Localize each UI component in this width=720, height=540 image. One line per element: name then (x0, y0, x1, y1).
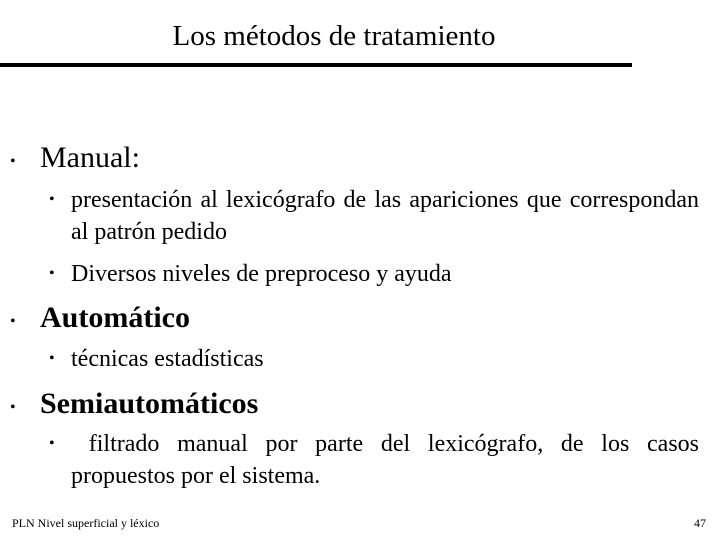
sub-bullet: • (49, 435, 55, 452)
heading-colon: : (131, 141, 140, 174)
bullet: • (10, 313, 16, 330)
bullet: • (10, 399, 16, 416)
section-automatico (0, 298, 720, 338)
section-semiautomaticos (0, 384, 720, 424)
subitem-text: técnicas estadísticas (71, 346, 264, 372)
subitem-text: presentación al lexicógrafo de las apariciones que correspondan al patrón pedido (71, 187, 699, 245)
subitem-manual-1 (0, 184, 720, 248)
subitem-automatico-1 (0, 343, 720, 375)
title-underline (0, 63, 632, 67)
subitem-text: Diversos niveles de preproceso y ayuda (71, 261, 452, 287)
subitem-manual-2 (0, 258, 720, 290)
section-manual (0, 138, 720, 178)
section-heading-automatico: Automático (40, 301, 190, 334)
bullet: • (10, 153, 16, 170)
footer-page-number: 47 (694, 516, 706, 530)
sub-bullet: • (49, 350, 55, 367)
heading-text: Manual (40, 141, 132, 174)
section-heading-manual (40, 138, 140, 178)
sub-bullet: • (49, 265, 55, 282)
slide-title: Los métodos de tratamiento (172, 20, 496, 52)
footer-course-label: PLN Nivel superficial y léxico (12, 516, 160, 530)
section-heading-semiautomaticos: Semiautomáticos (40, 387, 259, 420)
subitem-text: filtrado manual por parte del lexicógrafo, de los casos propuestos por el sistema. (71, 431, 706, 489)
subitem-semiautomaticos-1 (0, 428, 720, 492)
sub-bullet: • (49, 191, 55, 208)
